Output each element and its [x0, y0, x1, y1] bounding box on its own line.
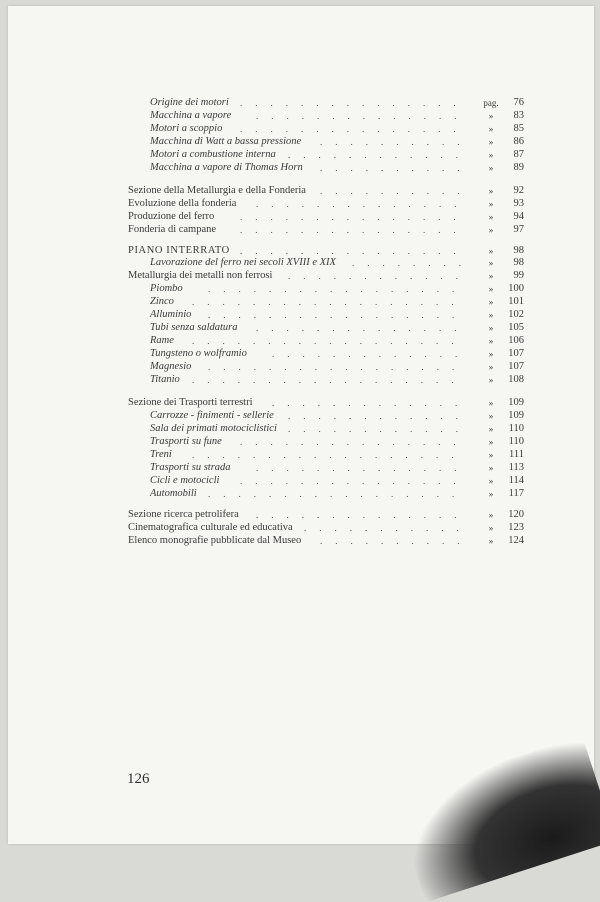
toc-entry [0, 110, 600, 122]
toc-entry-page: 94 [513, 211, 524, 222]
toc-entry-prefix: pag. [483, 98, 499, 108]
toc-entry-page: 106 [508, 335, 524, 346]
toc-entry [0, 136, 600, 148]
toc-entry-page: 120 [508, 509, 524, 520]
toc-entry-title: Origine dei motori [150, 97, 229, 108]
toc-entry [0, 123, 600, 135]
toc-entry-prefix: » [488, 489, 494, 499]
toc-entry-title: Lavorazione del ferro nei secoli XVIII e XIX [150, 257, 336, 268]
leader-dots: ................. [208, 284, 468, 294]
toc-entry-prefix: » [488, 411, 494, 421]
toc-entry-title: Tungsteno o wolframio [150, 348, 247, 359]
toc-entry [0, 361, 600, 373]
toc-entry-prefix: » [488, 375, 494, 385]
leader-dots: ............... [240, 437, 469, 447]
leader-dots: ............... [240, 212, 469, 222]
toc-entry-prefix: » [488, 186, 494, 196]
toc-entry-page: 86 [513, 136, 524, 147]
toc-entry-page: 109 [508, 397, 524, 408]
leader-dots: ............ [288, 424, 471, 434]
toc-entry [0, 436, 600, 448]
toc-entry-title: Cicli e motocicli [150, 475, 220, 486]
leader-dots: .............. [256, 510, 470, 520]
toc-entry-page: 76 [513, 97, 524, 108]
toc-entry-title: Macchina a vapore di Thomas Horn [150, 162, 303, 173]
toc-entry-page: 98 [513, 257, 524, 268]
toc-entry-title: Elenco monografie pubblicate dal Museo [128, 535, 302, 546]
toc-entry-title: Macchina di Watt a bassa pressione [150, 136, 302, 147]
leader-dots: .............. [256, 323, 470, 333]
toc-entry-title: Evoluzione della fonderia [128, 198, 237, 209]
toc-entry [0, 535, 600, 547]
toc-entry-page: 92 [513, 185, 524, 196]
toc-entry-title: Carrozze - finimenti - sellerie [150, 410, 274, 421]
leader-dots: ................. [208, 362, 468, 372]
leader-dots: ............ [288, 411, 471, 421]
toc-entry-prefix: » [488, 212, 494, 222]
toc-entry-page: 110 [508, 436, 524, 447]
toc-entry-title: Rame [150, 335, 174, 346]
toc-entry-page: 87 [513, 149, 524, 160]
toc-entry-page: 113 [508, 462, 524, 473]
toc-entry-prefix: » [488, 398, 494, 408]
toc-entry-prefix: » [488, 476, 494, 486]
leader-dots: ............ [288, 271, 471, 281]
leader-dots: ................. [208, 489, 468, 499]
toc-entry-page: 99 [513, 270, 524, 281]
toc-entry-title: Automobili [150, 488, 197, 499]
toc-entry [0, 198, 600, 210]
leader-dots: .......... [320, 163, 473, 173]
toc-entry-prefix: » [488, 137, 494, 147]
leader-dots: .................. [192, 375, 467, 385]
toc-entry-title: Sezione della Metallurgia e della Fonderia [128, 185, 306, 196]
toc-entry-title: Cinematografica culturale ed educativa [128, 522, 293, 533]
toc-entry-prefix: » [488, 111, 494, 121]
toc-entry-title: Trasporti su strada [150, 462, 231, 473]
toc-entry-prefix: » [488, 258, 494, 268]
toc-entry-title: Alluminio [150, 309, 192, 320]
toc-entry-title: Metallurgia dei metalli non ferrosi [128, 270, 273, 281]
toc-entry [0, 97, 600, 109]
leader-dots: ............ [288, 150, 471, 160]
toc-entry [0, 257, 600, 269]
toc-entry-prefix: » [488, 225, 494, 235]
toc-entry-title: Produzione del ferro [128, 211, 215, 222]
toc-entry [0, 488, 600, 500]
toc-entry-page: 107 [508, 361, 524, 372]
toc-entry-title: Magnesio [150, 361, 192, 372]
toc-entry [0, 270, 600, 282]
toc-entry [0, 322, 600, 334]
toc-entry-title: Titanio [150, 374, 180, 385]
toc-entry-prefix: » [488, 349, 494, 359]
toc-entry-title: PIANO INTERRATO [128, 245, 230, 256]
toc-entry [0, 374, 600, 386]
leader-dots: ............... [240, 124, 469, 134]
leader-dots: .......... [320, 186, 473, 196]
leader-dots: ............... [240, 246, 469, 256]
toc-entry-prefix: » [488, 163, 494, 173]
toc-entry [0, 423, 600, 435]
leader-dots: ............. [272, 349, 471, 359]
toc-entry [0, 185, 600, 197]
toc-entry [0, 462, 600, 474]
toc-entry [0, 149, 600, 161]
finger-shadow [392, 736, 600, 902]
toc-entry-prefix: » [488, 536, 494, 546]
toc-entry-title: Piombo [150, 283, 183, 294]
toc-entry-title: Tubi senza saldatura [150, 322, 238, 333]
toc-entry [0, 449, 600, 461]
toc-entry-title: Sezione dei Trasporti terrestri [128, 397, 253, 408]
toc-entry-prefix: » [488, 336, 494, 346]
leader-dots: .......... [320, 137, 473, 147]
toc-entry-title: Motori a scoppio [150, 123, 223, 134]
toc-entry [0, 211, 600, 223]
leader-dots: .................. [192, 336, 467, 346]
toc-entry-prefix: » [488, 523, 494, 533]
toc-entry [0, 296, 600, 308]
toc-entry-prefix: » [488, 437, 494, 447]
toc-entry-prefix: » [488, 510, 494, 520]
toc-entry-title: Macchina a vapore [150, 110, 232, 121]
toc-entry [0, 509, 600, 521]
leader-dots: ............. [272, 398, 471, 408]
toc-entry-page: 83 [513, 110, 524, 121]
leader-dots: .......... [320, 536, 473, 546]
toc-entry-page: 111 [509, 449, 524, 460]
toc-entry-page: 100 [508, 283, 524, 294]
toc-entry-page: 98 [513, 245, 524, 256]
toc-entry-prefix: » [488, 284, 494, 294]
toc-entry [0, 348, 600, 360]
toc-entry-page: 107 [508, 348, 524, 359]
toc-entry-page: 101 [508, 296, 524, 307]
leader-dots: .................. [192, 450, 467, 460]
leader-dots: .................. [192, 297, 467, 307]
leader-dots: .............. [256, 111, 470, 121]
toc-entry-prefix: » [488, 297, 494, 307]
toc-entry [0, 224, 600, 236]
toc-entry-title: Motori a combustione interna [150, 149, 276, 160]
toc-entry-page: 110 [508, 423, 524, 434]
toc-entry [0, 283, 600, 295]
toc-entry-prefix: » [488, 463, 494, 473]
toc-entry [0, 335, 600, 347]
toc-entry-prefix: » [488, 199, 494, 209]
toc-entry-prefix: » [488, 323, 494, 333]
toc-entry [0, 397, 600, 409]
toc-entry-page: 85 [513, 123, 524, 134]
toc-entry-page: 105 [508, 322, 524, 333]
toc-entry [0, 309, 600, 321]
toc-entry-page: 93 [513, 198, 524, 209]
toc-entry [0, 245, 600, 257]
toc-entry-title: Sala dei primati motociclistici [150, 423, 277, 434]
toc-entry-title: Sezione ricerca petrolifera [128, 509, 239, 520]
toc-entry [0, 410, 600, 422]
toc-entry-prefix: » [488, 424, 494, 434]
toc-entry-page: 117 [508, 488, 524, 499]
toc-entry [0, 475, 600, 487]
leader-dots: ............... [240, 98, 469, 108]
toc-entry-prefix: » [488, 150, 494, 160]
leader-dots: ............... [240, 225, 469, 235]
toc-entry-page: 108 [508, 374, 524, 385]
toc-entry-prefix: » [488, 310, 494, 320]
leader-dots: ........ [352, 258, 474, 268]
toc-entry-prefix: » [488, 362, 494, 372]
toc-entry-prefix: » [488, 124, 494, 134]
leader-dots: ................. [208, 310, 468, 320]
leader-dots: .............. [256, 463, 470, 473]
toc-entry-page: 97 [513, 224, 524, 235]
toc-entry-title: Fonderia di campane [128, 224, 217, 235]
toc-entry-page: 123 [508, 522, 524, 533]
toc-entry [0, 522, 600, 534]
toc-entry-page: 109 [508, 410, 524, 421]
toc-entry-page: 124 [508, 535, 524, 546]
toc-entry-page: 102 [508, 309, 524, 320]
leader-dots: .............. [256, 199, 470, 209]
toc-entry-prefix: » [488, 246, 494, 256]
leader-dots: ............... [240, 476, 469, 486]
toc-entry-page: 114 [508, 475, 524, 486]
toc-entry-title: Trasporti su fune [150, 436, 222, 447]
toc-entry-page: 89 [513, 162, 524, 173]
toc-entry [0, 162, 600, 174]
toc-entry-prefix: » [488, 450, 494, 460]
toc-entry-title: Zinco [150, 296, 174, 307]
toc-entry-prefix: » [488, 271, 494, 281]
page-number: 126 [127, 771, 150, 787]
leader-dots: ........... [304, 523, 472, 533]
toc-entry-title: Treni [150, 449, 172, 460]
